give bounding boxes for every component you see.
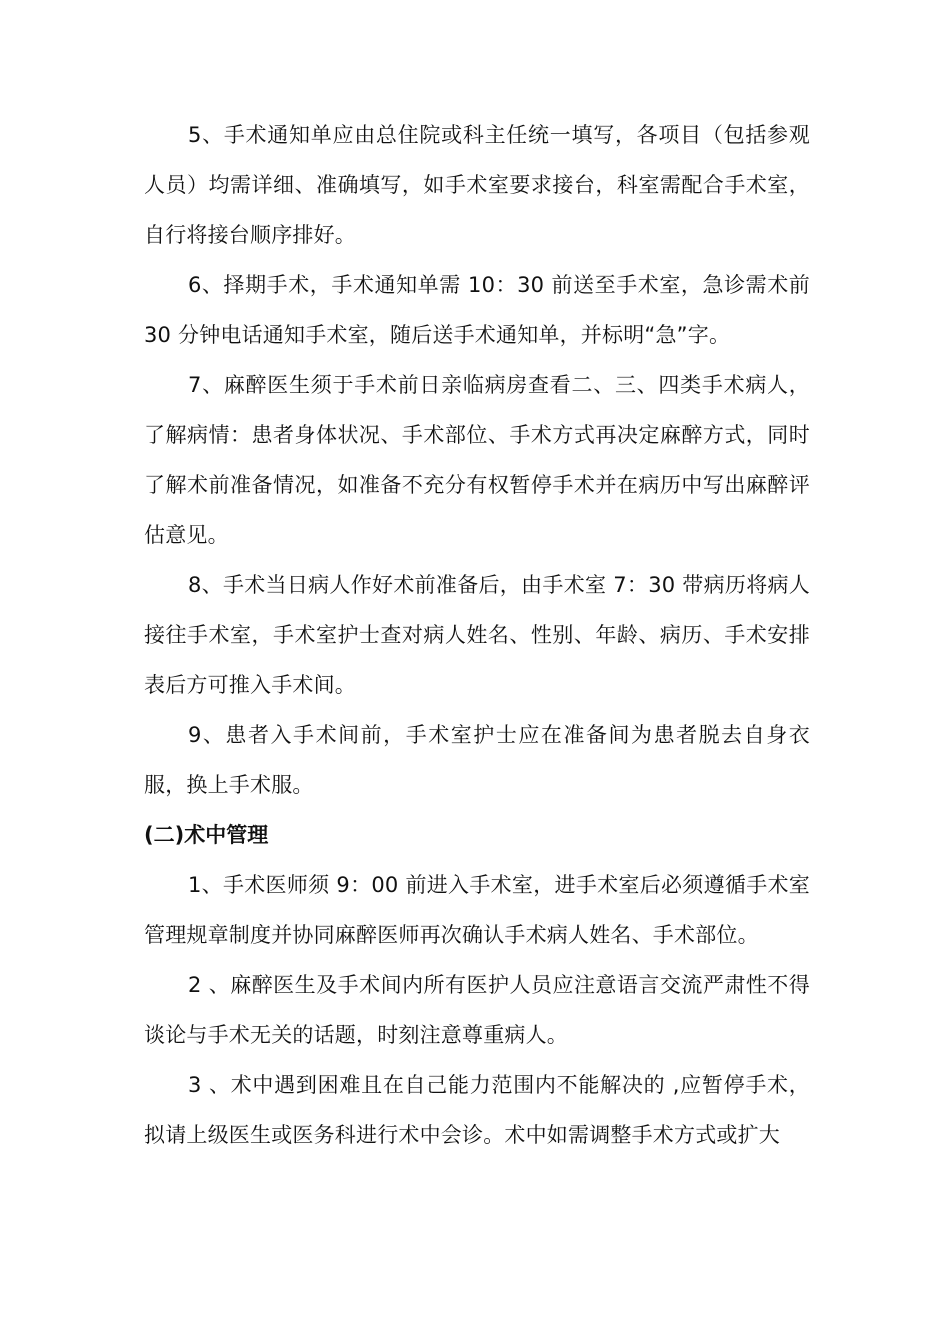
paragraph-item-8: 8、手术当日病人作好术前准备后，由手术室 7：30 带病历将病人接往手术室，手术室护士查对病人姓名、性别、年龄、病历、手术安排表后方可推入手术间。 [144, 573, 810, 697]
paragraph-item-7: 7、麻醉医生须于手术前日亲临病房查看二、三、四类手术病人，了解病情：患者身体状况、手术部位、手术方式再决定麻醉方式，同时了解术前准备情况，如准备不充分有权暂停手术并在病历中写出麻醉评估意见。 [144, 373, 810, 547]
paragraph-item-5: 5、手术通知单应由总住院或科主任统一填写，各项目（包括参观人员）均需详细、准确填写，如手术室要求接台，科室需配合手术室，自行将接台顺序排好。 [144, 123, 810, 247]
paragraph-item-3: 3 、术中遇到困难且在自己能力范围内不能解决的 ,应暂停手术，拟请上级医生或医务科进行术中会诊。术中如需调整手术方式或扩大 [144, 1073, 810, 1147]
section-heading: (二)术中管理 [144, 823, 269, 847]
document-body [144, 110, 810, 1160]
paragraph-item-9: 9、患者入手术间前，手术室护士应在准备间为患者脱去自身衣服，换上手术服。 [144, 723, 810, 797]
paragraph-item-2: 2 、麻醉医生及手术间内所有医护人员应注意语言交流严肃性不得谈论与手术无关的话题，时刻注意尊重病人。 [144, 973, 810, 1047]
paragraph-item-1: 1、手术医师须 9：00 前进入手术室，进手术室后必须遵循手术室管理规章制度并协同麻醉医师再次确认手术病人姓名、手术部位。 [144, 873, 810, 947]
paragraph-item-6: 6、择期手术，手术通知单需 10：30 前送至手术室，急诊需术前 30 分钟电话通知手术室，随后送手术通知单，并标明“急”字。 [144, 273, 810, 347]
